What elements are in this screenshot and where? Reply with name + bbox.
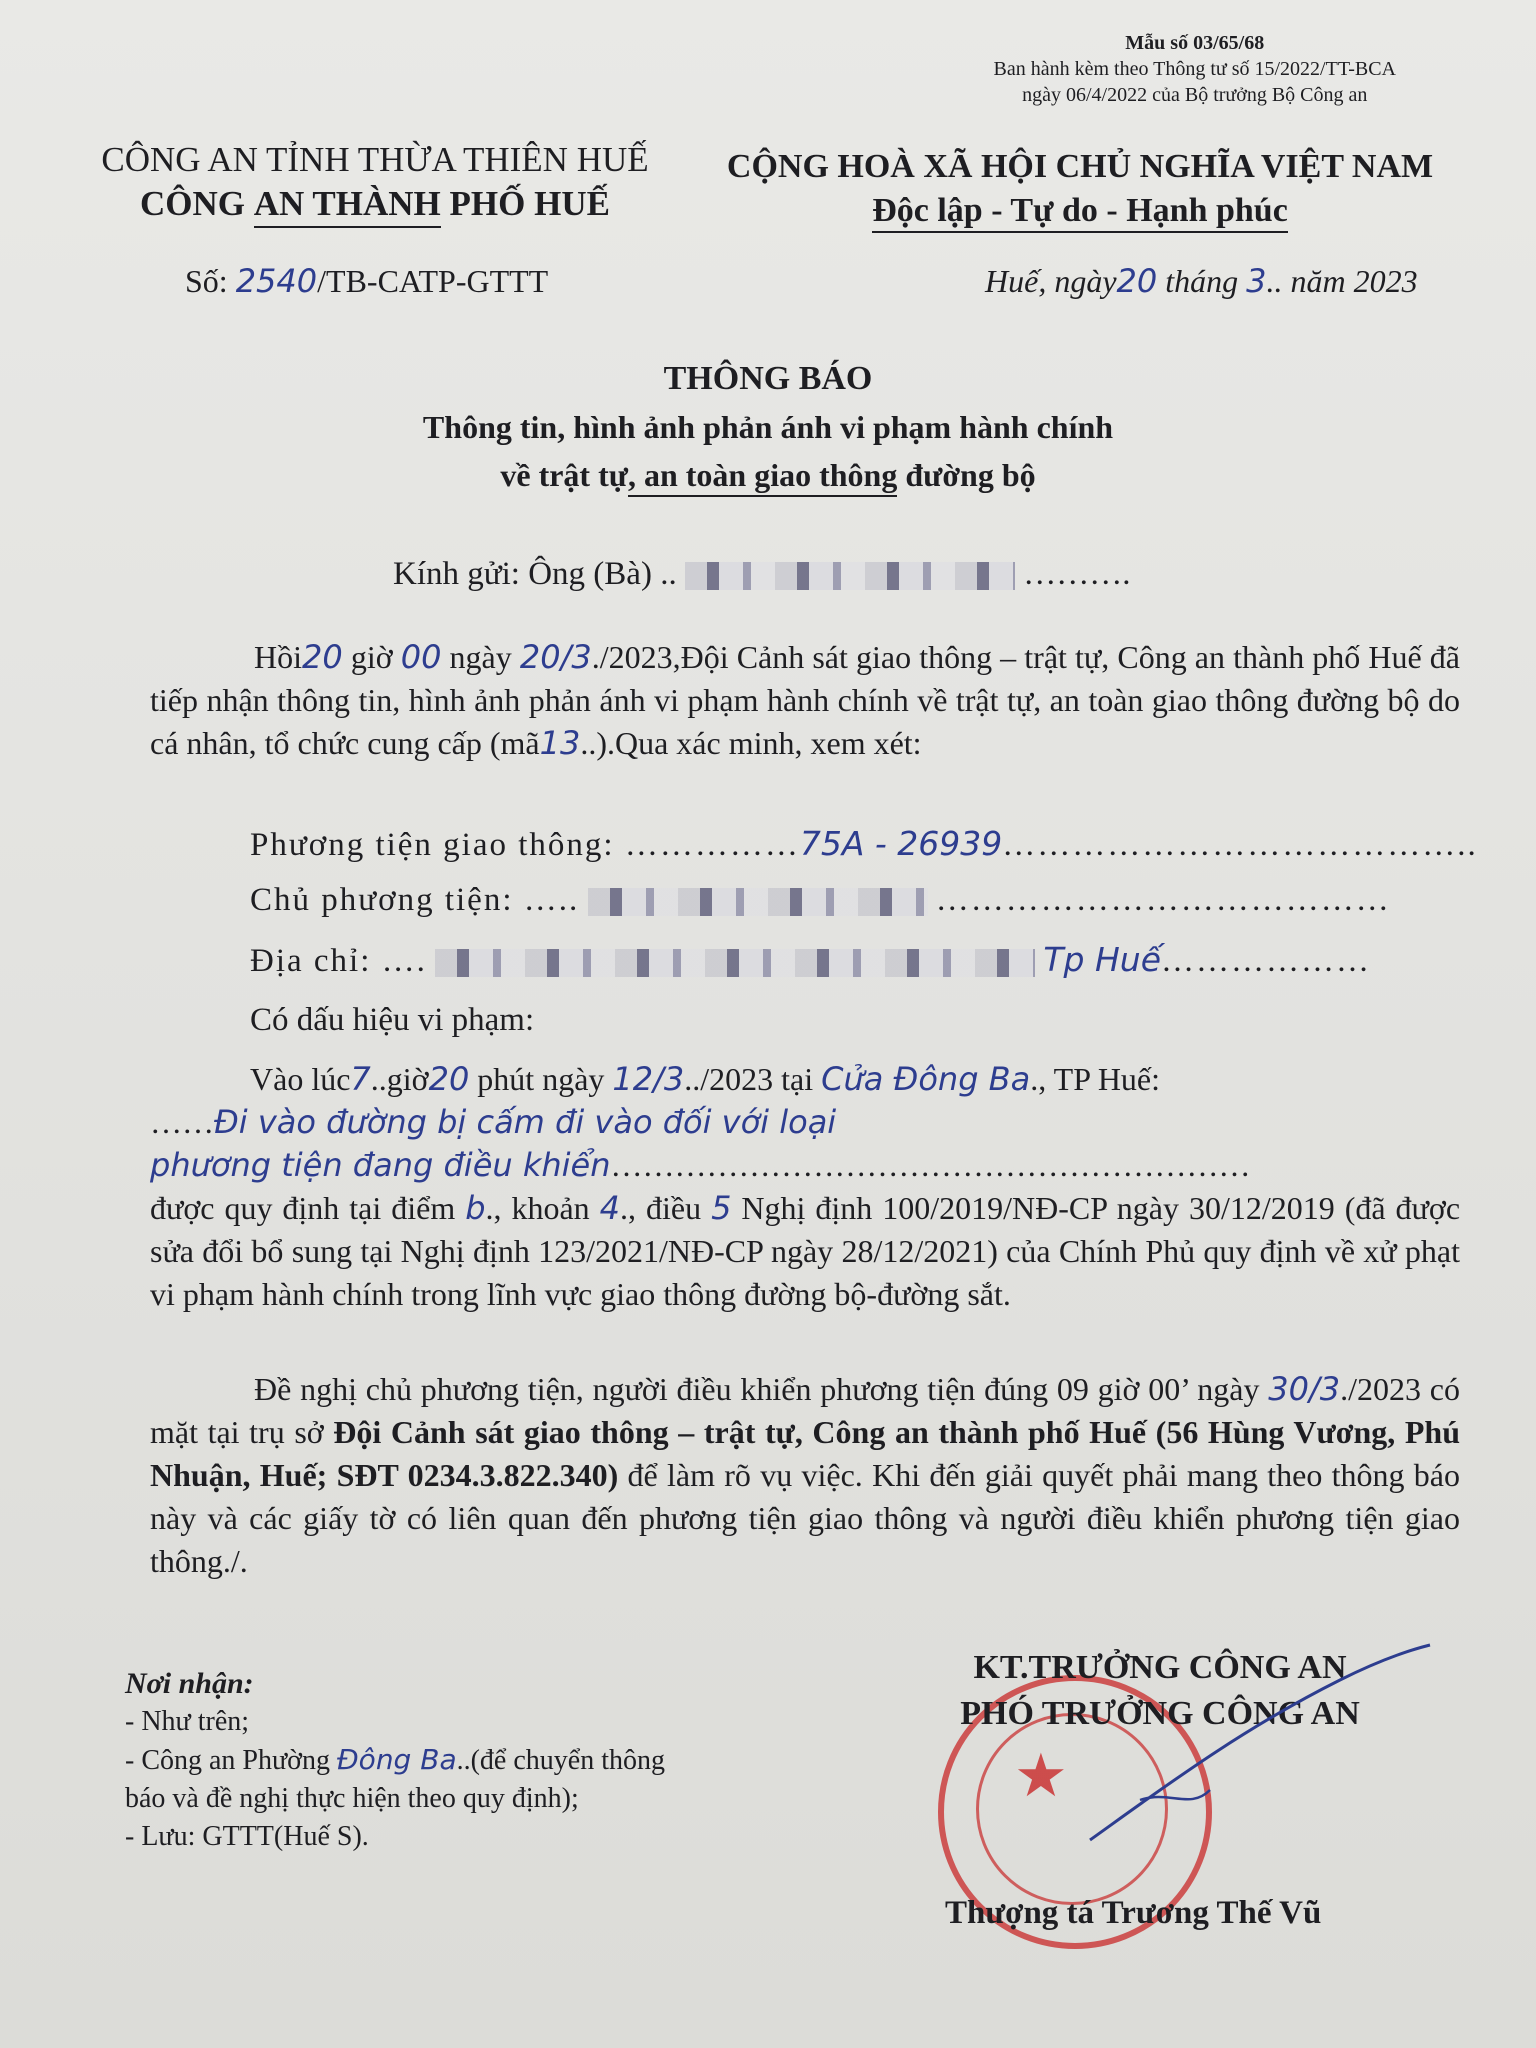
signer-name: Thượng tá Trương Thế Vũ [945, 1895, 1322, 1931]
v-text: ..giờ [370, 1061, 429, 1097]
p1-hour: 20 [302, 638, 343, 676]
v-clause: 4 [599, 1189, 621, 1227]
redacted-address [435, 949, 1035, 977]
title-main: THÔNG BÁO [663, 360, 873, 397]
date-text: tháng [1157, 263, 1247, 299]
national-header [720, 145, 1440, 233]
p1-text: giờ [342, 639, 401, 675]
address-field [250, 940, 1371, 980]
redacted-name [685, 562, 1015, 590]
p1-date: 20/3 [519, 638, 592, 676]
seal-star-icon: ★ [1014, 1743, 1068, 1809]
p1-text: ./2023,Đội Cảnh sát giao thông – trật tự, Công an thành phố Huế đã tiếp nhận thông tin, hình ảnh phản ánh vi phạm hành chính về trật tự, an toàn giao thông đường bộ do cá nhân, tổ chức cung cấp (mã [150, 639, 1461, 761]
owner-field [250, 882, 1391, 919]
title-sub2 [0, 451, 1536, 499]
redacted-owner [588, 888, 928, 916]
violation-time-line [150, 1058, 1460, 1101]
sign-title-1: KT.TRƯỞNG CÔNG AN [973, 1649, 1347, 1686]
title-sub2-part: về trật tự [500, 457, 628, 493]
number-suffix: /TB-CATP-GTTT [317, 263, 549, 299]
owner-trail: ………………………………… [935, 882, 1391, 918]
vehicle-field [250, 824, 1478, 864]
sign-title-2: PHÓ TRƯỞNG CÔNG AN [960, 1695, 1360, 1732]
v-text: ., TP Huế: [1030, 1061, 1161, 1097]
v-article: 5 [711, 1189, 732, 1227]
req-office: Đội Cảnh sát giao thông – trật tự, Công an thành phố Huế (56 Hùng Vương, Phú Nhuận, Huế; SĐT 0234.3.822.340) [150, 1414, 1461, 1493]
address-label: Địa chỉ: …. [250, 943, 427, 979]
req-text: để làm rõ vụ việc. Khi đến giải quyết phải mang theo thông báo này và các giấy tờ có liên quan đến phương tiện giao thông và người điều khiển phương tiện giao thông./. [150, 1457, 1461, 1579]
v-text: Nghị định 100/2019/NĐ-CP ngày 30/12/2019 (đã được sửa đổi bổ sung tại Nghị định 123/2021/NĐ-CP ngày 28/12/2021) của Chính Phủ quy định về xử phạt vi phạm hành chính trong lĩnh vực giao thông đường bộ-đường sắt. [150, 1190, 1461, 1312]
date-text: .. năm 2023 [1266, 263, 1418, 299]
owner-label: Chủ phương tiện: ….. [250, 882, 580, 918]
title-sub1: Thông tin, hình ảnh phản ánh vi phạm hành chính [422, 409, 1114, 445]
p1-text: ..).Qua xác minh, xem xét: [580, 725, 922, 761]
date-text: Huế, ngày [985, 263, 1117, 299]
recipient-item: - Lưu: GTTT(Huế S). [125, 1821, 369, 1852]
req-text: ./2023 có mặt tại trụ sở [150, 1371, 1460, 1450]
date-day: 20 [1116, 262, 1158, 300]
recipient-line [393, 556, 1130, 593]
issuing-agency [95, 138, 655, 228]
paragraph-request [150, 1368, 1460, 1583]
paragraph-received [150, 636, 1460, 765]
recipients-list [125, 1665, 665, 1856]
v-desc-1: Đi vào đường bị cấm đi vào đối với loại [214, 1103, 837, 1141]
document-date [985, 262, 1418, 300]
violation-description-cont: phương tiện đang điều khiển…………………………………………………… [150, 1146, 1251, 1184]
req-text: Đề nghị chủ phương tiện, người điều khiển phương tiện đúng 09 giờ 00’ ngày [254, 1371, 1269, 1407]
violation-label: Có dấu hiệu vi phạm: [250, 1002, 535, 1038]
p1-text: Hồi [254, 639, 302, 675]
number-prefix: Số: [185, 263, 236, 299]
v-text: Vào lúc [250, 1061, 351, 1097]
vehicle-plate: 75A - 26939 [799, 824, 1003, 863]
date-month: 3 [1246, 262, 1267, 300]
agency-name-part: CÔNG [140, 184, 254, 223]
recipient-ward: Đông Ba [336, 1743, 457, 1776]
handwritten-signature [1080, 1640, 1440, 1850]
req-date: 30/3 [1268, 1370, 1341, 1408]
violation-description: ……Đi vào đường bị cấm đi vào đối với loại [150, 1103, 837, 1141]
v-text: được quy định tại điểm [150, 1190, 466, 1226]
form-issued-date: ngày 06/4/2022 của Bộ trưởng Bộ Công an [1022, 84, 1368, 106]
form-number: Mẫu số 03/65/68 [1125, 32, 1265, 54]
agency-parent: CÔNG AN TỈNH THỪA THIÊN HUẾ [101, 140, 649, 179]
v-desc-2: phương tiện đang điều khiển [150, 1146, 611, 1184]
recipient-trail: ………. [1023, 556, 1131, 592]
address-trail: ……………… [1161, 943, 1372, 979]
paragraph-violation [150, 1058, 1460, 1316]
v-text: phút ngày [469, 1061, 613, 1097]
violation-legal-basis [150, 1187, 1460, 1316]
recipient-item [125, 1741, 665, 1780]
v-text: ., điều [620, 1190, 712, 1226]
number-handwritten: 2540 [235, 262, 318, 300]
form-issued-by: Ban hành kèm theo Thông tư số 15/2022/TT-BCA [993, 58, 1396, 80]
recipient-item: báo và đề nghị thực hiện theo quy định); [125, 1783, 579, 1814]
title-sub2-part: , an toàn giao thông [628, 455, 897, 497]
vehicle-label: Phương tiện giao thông: …………… [250, 827, 800, 863]
recipient-label: Kính gửi: Ông (Bà) .. [393, 556, 677, 592]
address-city: Tp Huế [1043, 940, 1162, 979]
v-minute: 20 [428, 1060, 470, 1098]
form-reference [994, 30, 1397, 108]
v-text: ../2023 tại [684, 1061, 822, 1097]
v-point: b [465, 1189, 486, 1227]
p1-code: 13 [539, 724, 581, 762]
agency-name-part: PHỐ HUẾ [440, 184, 610, 223]
p1-minute: 00 [400, 638, 442, 676]
v-place: Cửa Đông Ba [821, 1060, 1031, 1098]
v-text: ., khoản [485, 1190, 600, 1226]
document-number [185, 262, 548, 300]
recipient-item: - Như trên; [125, 1706, 250, 1737]
agency-name-part: AN THÀNH [254, 182, 441, 228]
v-hour: 7 [350, 1060, 371, 1098]
recipients-heading: Nơi nhận: [125, 1667, 254, 1700]
title-sub2-part: đường bộ [897, 457, 1036, 493]
agency-name [95, 182, 655, 228]
p1-text: ngày [441, 639, 520, 675]
vehicle-trail: ………………………………….. [1002, 827, 1478, 863]
recipient-item-part: ..(để chuyển thông [456, 1745, 665, 1776]
v-date: 12/3 [612, 1060, 685, 1098]
country-name: CỘNG HOÀ XÃ HỘI CHỦ NGHĨA VIỆT NAM [726, 148, 1434, 185]
recipient-item-part: - Công an Phường [125, 1745, 337, 1776]
document-title [0, 355, 1536, 499]
national-motto: Độc lập - Tự do - Hạnh phúc [872, 191, 1288, 233]
